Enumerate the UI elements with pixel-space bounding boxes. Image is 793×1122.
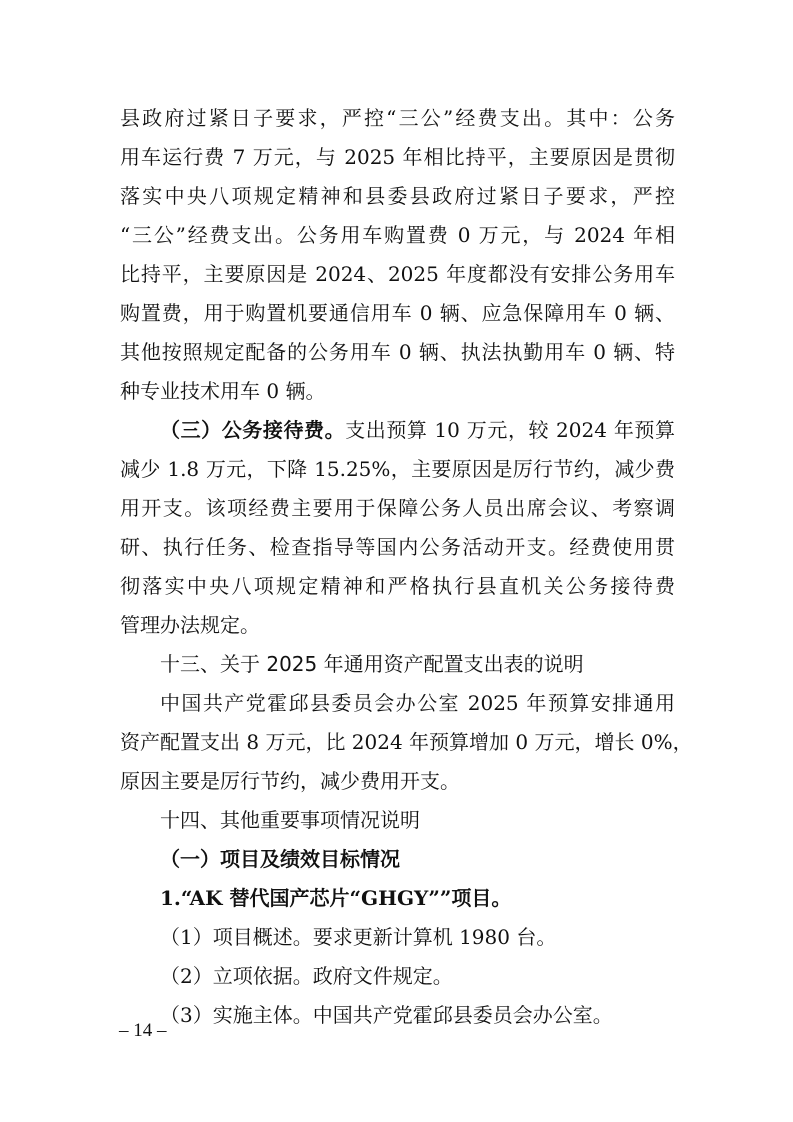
paragraph-line: 减少 1.8 万元，下降 15.25%，主要原因是厉行节约，减少费 bbox=[120, 457, 675, 481]
reception-paragraph-first-line bbox=[160, 416, 675, 444]
project-title: 1.“AK 替代国产芯片“GHGY””项目。 bbox=[160, 886, 512, 910]
paragraph-line: 资产配置支出 8 万元，比 2024 年预算增加 0 万元，增长 0%， bbox=[120, 730, 693, 754]
paragraph-line: 研、执行任务、检查指导等国内公务活动开支。经费使用贯 bbox=[120, 535, 675, 559]
paragraph-line: 其他按照规定配备的公务用车 0 辆、执法执勤用车 0 辆、特 bbox=[120, 340, 675, 364]
section-13-heading: 十三、关于 2025 年通用资产配置支出表的说明 bbox=[160, 652, 584, 676]
paragraph-line: 原因主要是厉行节约，减少费用开支。 bbox=[120, 769, 460, 793]
paragraph-line: 彻落实中央八项规定精神和严格执行县直机关公务接待费 bbox=[120, 574, 675, 598]
list-item: （1）项目概述。要求更新计算机 1980 台。 bbox=[160, 925, 557, 949]
reception-lead: （三）公务接待费。 bbox=[160, 418, 346, 442]
paragraph-line: 用车运行费 7 万元，与 2025 年相比持平，主要原因是贯彻 bbox=[120, 145, 675, 169]
paragraph-line: “三公”经费支出。公务用车购置费 0 万元，与 2024 年相 bbox=[120, 223, 675, 247]
paragraph-line: 中国共产党霍邱县委员会办公室 2025 年预算安排通用 bbox=[160, 691, 675, 715]
paragraph-line: 比持平，主要原因是 2024、2025 年度都没有安排公务用车 bbox=[120, 262, 675, 286]
paragraph-line: 管理办法规定。 bbox=[120, 613, 260, 637]
paragraph-line: 用开支。该项经费主要用于保障公务人员出席会议、考察调 bbox=[120, 496, 675, 520]
list-item: （2）立项依据。政府文件规定。 bbox=[160, 964, 453, 988]
list-item: （3）实施主体。中国共产党霍邱县委员会办公室。 bbox=[160, 1003, 613, 1027]
section-14-heading: 十四、其他重要事项情况说明 bbox=[160, 808, 420, 832]
reception-lead-text: 支出预算 10 万元，较 2024 年预算 bbox=[345, 418, 676, 442]
page-number: – 14 – bbox=[119, 1020, 167, 1041]
sub-heading: （一）项目及绩效目标情况 bbox=[160, 847, 400, 871]
paragraph-line: 落实中央八项规定精神和县委县政府过紧日子要求，严控 bbox=[120, 184, 675, 208]
paragraph-line: 县政府过紧日子要求，严控“三公”经费支出。其中：公务 bbox=[120, 106, 675, 130]
paragraph-line: 种专业技术用车 0 辆。 bbox=[120, 379, 326, 403]
paragraph-line: 购置费，用于购置机要通信用车 0 辆、应急保障用车 0 辆、 bbox=[120, 301, 675, 325]
